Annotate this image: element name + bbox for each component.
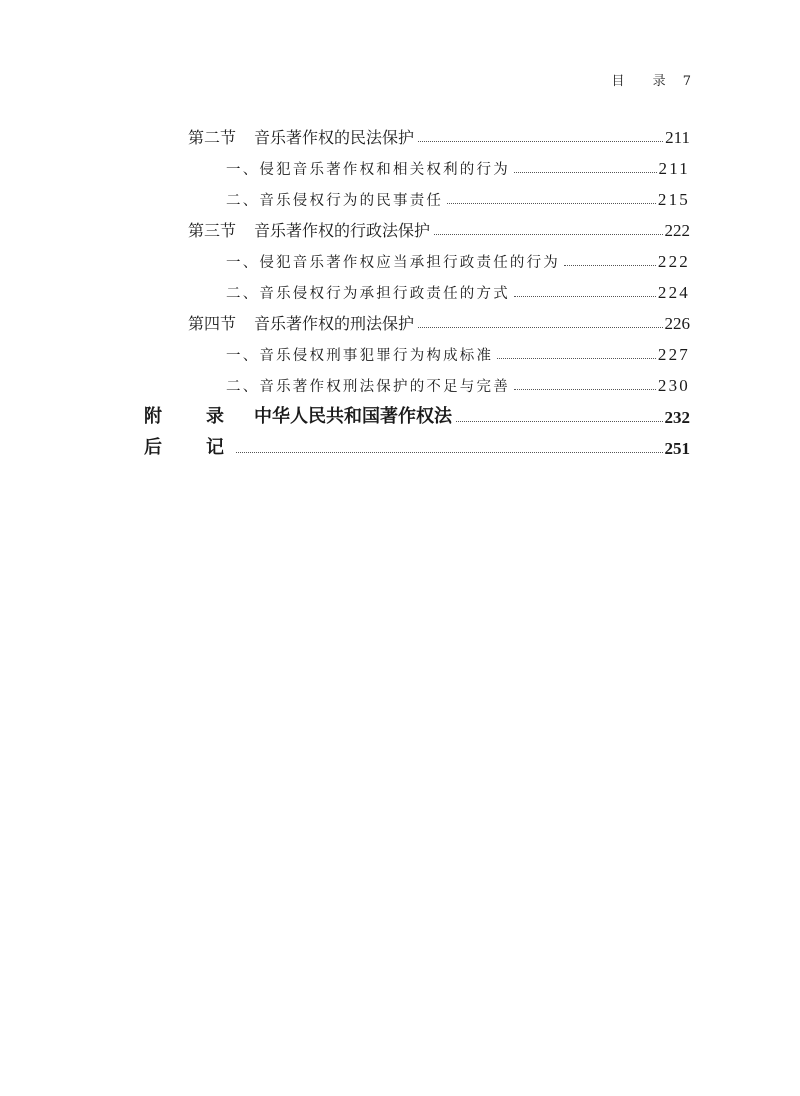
page-number: 222 <box>664 221 690 240</box>
section-title: 音乐著作权的刑法保护 <box>254 314 415 333</box>
page-number: 227 <box>657 345 690 364</box>
section-title: 音乐著作权的行政法保护 <box>254 221 431 240</box>
dot-leader <box>447 203 656 204</box>
toc-entry-section-4[interactable] <box>188 310 690 334</box>
toc-entry-subsection-2-1[interactable] <box>226 155 690 179</box>
subsection-title: 一、音乐侵权刑事犯罪行为构成标准 <box>226 348 494 364</box>
section-number: 第三节 <box>188 221 237 240</box>
dot-leader <box>497 358 656 359</box>
running-header <box>611 70 692 89</box>
dot-leader <box>514 389 656 390</box>
toc-entry-section-2[interactable] <box>188 124 690 148</box>
dot-leader <box>418 141 663 142</box>
afterword-char-1: 后 <box>144 437 162 458</box>
dot-leader <box>418 327 662 328</box>
dot-leader <box>236 452 663 453</box>
page-number: 230 <box>657 376 690 395</box>
appendix-title: 中华人民共和国著作权法 <box>254 406 452 427</box>
header-page-number: 7 <box>682 74 692 89</box>
subsection-title: 一、侵犯音乐著作权和相关权利的行为 <box>226 162 510 178</box>
page-number: 211 <box>658 159 690 178</box>
subsection-title: 二、音乐侵权行为的民事责任 <box>226 193 444 209</box>
section-number: 第二节 <box>188 128 237 147</box>
appendix-char-1: 附 <box>144 406 162 427</box>
header-title: 目 录 <box>611 74 678 89</box>
dot-leader <box>514 172 657 173</box>
toc-entry-afterword[interactable] <box>144 435 690 459</box>
page-number: 224 <box>657 283 690 302</box>
toc-entry-subsection-3-1[interactable] <box>226 248 690 272</box>
page-number: 251 <box>664 439 690 458</box>
toc-entry-subsection-4-1[interactable] <box>226 341 690 365</box>
page-number: 226 <box>664 314 690 333</box>
toc-entry-subsection-4-2[interactable] <box>226 372 690 396</box>
dot-leader <box>564 265 656 266</box>
page-number: 232 <box>664 408 690 427</box>
toc-entry-section-3[interactable] <box>188 217 690 241</box>
page-number: 215 <box>657 190 690 209</box>
appendix-char-2: 录 <box>206 406 224 427</box>
section-number: 第四节 <box>188 314 237 333</box>
dot-leader <box>514 296 656 297</box>
toc-entry-subsection-2-2[interactable] <box>226 186 690 210</box>
page-number: 222 <box>657 252 690 271</box>
subsection-title: 二、音乐著作权刑法保护的不足与完善 <box>226 379 510 395</box>
afterword-char-2: 记 <box>206 437 224 458</box>
page-number: 211 <box>665 128 690 147</box>
dot-leader <box>434 234 662 235</box>
subsection-title: 一、侵犯音乐著作权应当承担行政责任的行为 <box>226 255 560 271</box>
toc-entry-subsection-3-2[interactable] <box>226 279 690 303</box>
subsection-title: 二、音乐侵权行为承担行政责任的方式 <box>226 286 510 302</box>
toc-entry-appendix[interactable] <box>144 404 690 428</box>
dot-leader <box>456 421 663 422</box>
section-title: 音乐著作权的民法保护 <box>254 128 415 147</box>
